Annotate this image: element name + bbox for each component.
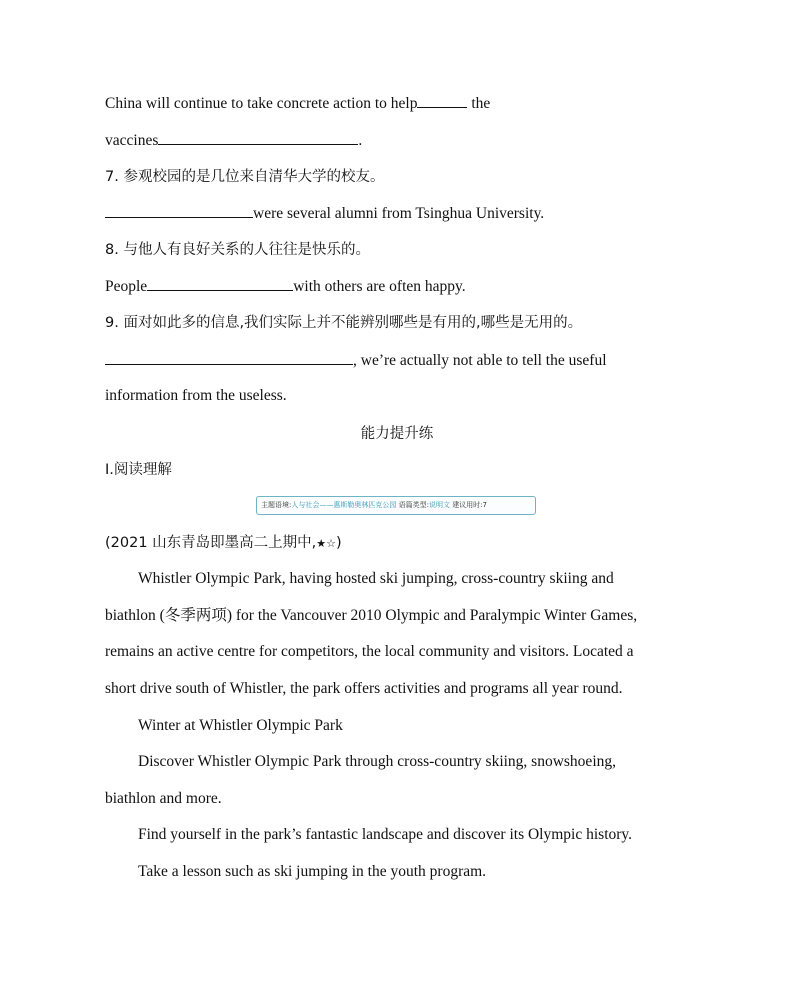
q6-line1 [105,93,490,114]
topic-value: 人与社会——惠斯勒奥林匹克公园 [291,501,397,509]
genre-label: 语篇类型: [398,501,429,509]
topic-label: 主题语境: [261,501,292,509]
passage-p1-line-3: remains an active centre for competitors, the local community and visitors. Located a [105,643,634,660]
difficulty-stars-icon: ★☆ [316,537,337,550]
genre-value: 说明文 [428,501,450,509]
part-label: Ⅰ.阅读理解 [105,462,172,478]
q6-line2-tail: . [358,132,363,149]
passage-p3: Find yourself in the park’s fantastic landscape and discover its Olympic history. [138,826,633,843]
q6-line2-text: vaccines [105,132,159,149]
q8-blank[interactable] [147,276,293,291]
passage-p2-line-2: biathlon and more. [105,790,222,807]
source-text: (2021 山东青岛即墨高二上期中, [105,535,317,551]
q6-line1-tail: the [467,95,491,112]
q9-answer-tail: , we’re actually not able to tell the useful [353,352,607,369]
q9-prompt: 9. 面对如此多的信息,我们实际上并不能辨别哪些是有用的,哪些是无用的。 [105,315,583,331]
q7-blank[interactable] [105,203,253,218]
topic-box [256,496,536,515]
passage-p2-line-1: Discover Whistler Olympic Park through cross-country skiing, snowshoeing, [138,753,616,770]
time-label: 建议用时: [452,501,483,509]
q7-prompt: 7. 参观校园的是几位来自清华大学的校友。 [105,169,385,185]
q9-answer-line-2: information from the useless. [105,387,287,404]
q8-answer-tail: with others are often happy. [293,278,466,295]
source-close: ) [336,535,342,551]
passage-p1-line-1: Whistler Olympic Park, having hosted ski jumping, cross-country skiing and [138,570,614,587]
q6-blank-1[interactable] [417,93,467,108]
passage-p4: Take a lesson such as ski jumping in the youth program. [138,863,487,880]
q7-answer-tail: were several alumni from Tsinghua University. [253,205,545,222]
q8-prompt: 8. 与他人有良好关系的人往往是快乐的。 [105,242,370,258]
q6-line2 [105,130,362,151]
q8-answer-head: People [105,278,148,295]
q9-answer-line [105,350,607,371]
q7-answer-line [105,203,544,224]
passage-heading: Winter at Whistler Olympic Park [138,717,343,734]
source-line [105,533,342,554]
passage-p1-line-2: biathlon (冬季两项) for the Vancouver 2010 Olympic and Paralympic Winter Games, [105,607,638,624]
q6-line1-text: China will continue to take concrete action to help [105,95,418,112]
q9-blank[interactable] [105,350,353,365]
time-value: 7 [482,501,488,509]
q8-answer-line [105,276,466,297]
q6-blank-2[interactable] [158,130,358,145]
section-title: 能力提升练 [360,426,434,442]
passage-p1-line-4: short drive south of Whistler, the park offers activities and programs all year round. [105,680,623,697]
